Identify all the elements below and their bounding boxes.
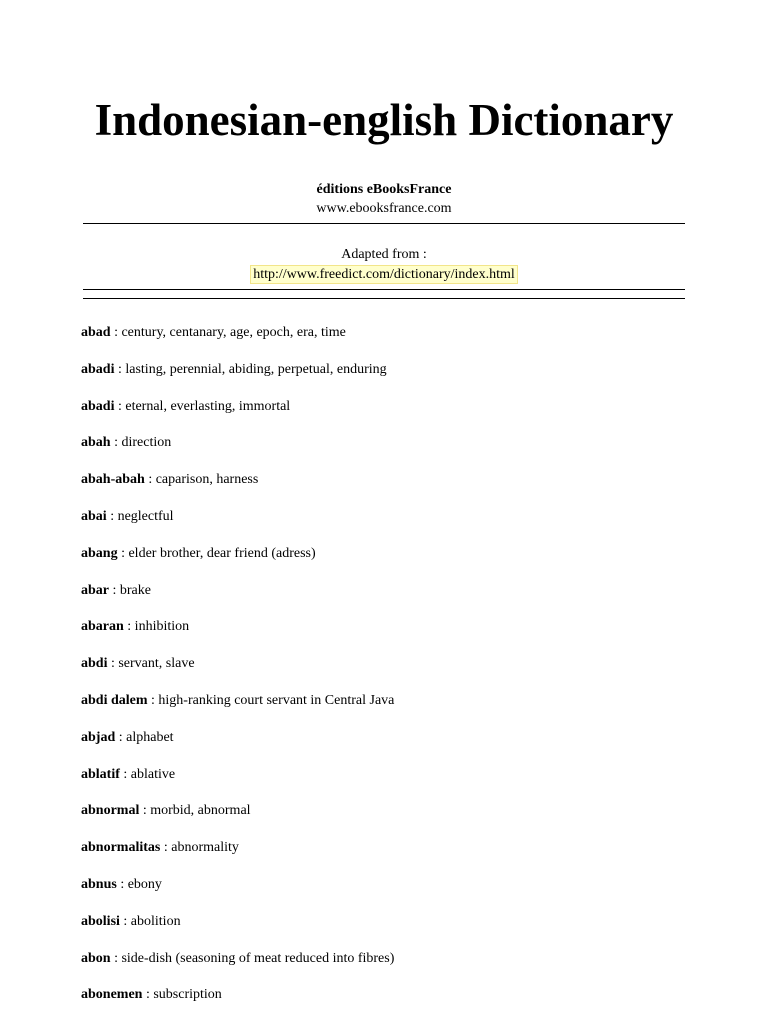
entry-definition: : elder brother, dear friend (adress): [117, 545, 316, 561]
dictionary-entry: [81, 544, 691, 581]
dictionary-entry: [81, 397, 691, 434]
entry-definition: : abolition: [119, 913, 181, 929]
entry-headword: abnormal: [81, 803, 140, 819]
dictionary-entry: [81, 507, 691, 544]
entry-definition: : caparison, harness: [144, 472, 259, 488]
dictionary-entry: [81, 728, 691, 765]
divider: [83, 223, 685, 224]
entry-headword: abon: [81, 950, 111, 966]
dictionary-entry: [81, 433, 691, 470]
adapted-from-label: Adapted from :: [341, 247, 427, 262]
entry-headword: abai: [81, 508, 107, 524]
entry-headword: abar: [81, 582, 109, 598]
dictionary-entry: [81, 691, 691, 728]
entry-definition: : eternal, everlasting, immortal: [114, 398, 291, 414]
entry-definition: : morbid, abnormal: [139, 803, 251, 819]
divider: [83, 289, 685, 290]
entry-definition: : ebony: [116, 876, 162, 892]
divider: [83, 298, 685, 299]
entry-definition: : direction: [110, 435, 172, 451]
entry-definition: : high-ranking court servant in Central Java: [147, 692, 395, 708]
entry-headword: abah-abah: [81, 472, 145, 488]
entry-headword: abnus: [81, 876, 117, 892]
dictionary-entries: [81, 323, 691, 1022]
entry-definition: : ablative: [119, 766, 176, 782]
entry-headword: abnormalitas: [81, 840, 161, 856]
entry-headword: abjad: [81, 729, 116, 745]
entry-definition: : abnormality: [160, 840, 239, 856]
dictionary-entry: [81, 801, 691, 838]
entry-headword: ablatif: [81, 766, 120, 782]
entry-definition: : inhibition: [123, 619, 190, 635]
entry-definition: : brake: [109, 582, 151, 598]
entry-headword: abadi: [81, 361, 115, 377]
entry-definition: : alphabet: [115, 729, 174, 745]
entry-definition: : side-dish (seasoning of meat reduced into fibres): [110, 950, 395, 966]
dictionary-entry: [81, 360, 691, 397]
dictionary-entry: [81, 985, 691, 1022]
entry-definition: : neglectful: [106, 508, 174, 524]
source-link[interactable]: http://www.freedict.com/dictionary/index.html: [250, 265, 518, 284]
entry-headword: abadi: [81, 398, 115, 414]
entry-definition: : subscription: [142, 987, 222, 1003]
publisher-name: éditions eBooksFrance: [316, 182, 452, 197]
entry-headword: abaran: [81, 619, 124, 635]
dictionary-entry: [81, 470, 691, 507]
dictionary-entry: [81, 654, 691, 691]
entry-headword: abah: [81, 435, 111, 451]
dictionary-entry: [81, 912, 691, 949]
dictionary-entry: [81, 949, 691, 986]
entry-definition: : century, centanary, age, epoch, era, time: [110, 325, 346, 340]
publisher-website: www.ebooksfrance.com: [316, 201, 452, 216]
dictionary-entry: [81, 323, 691, 360]
entry-definition: : servant, slave: [107, 656, 195, 672]
dictionary-entry: [81, 765, 691, 802]
dictionary-entry: [81, 617, 691, 654]
dictionary-entry: [81, 581, 691, 618]
entry-headword: abonemen: [81, 987, 143, 1003]
entry-headword: abdi dalem: [81, 692, 148, 708]
entry-headword: abolisi: [81, 913, 120, 929]
entry-definition: : lasting, perennial, abiding, perpetual, enduring: [114, 361, 387, 377]
dictionary-entry: [81, 838, 691, 875]
source-link-wrapper: [0, 265, 768, 284]
entry-headword: abad: [81, 325, 111, 340]
dictionary-entry: [81, 875, 691, 912]
entry-headword: abdi: [81, 656, 108, 672]
page-title: Indonesian-english Dictionary: [94, 95, 674, 145]
entry-headword: abang: [81, 545, 118, 561]
